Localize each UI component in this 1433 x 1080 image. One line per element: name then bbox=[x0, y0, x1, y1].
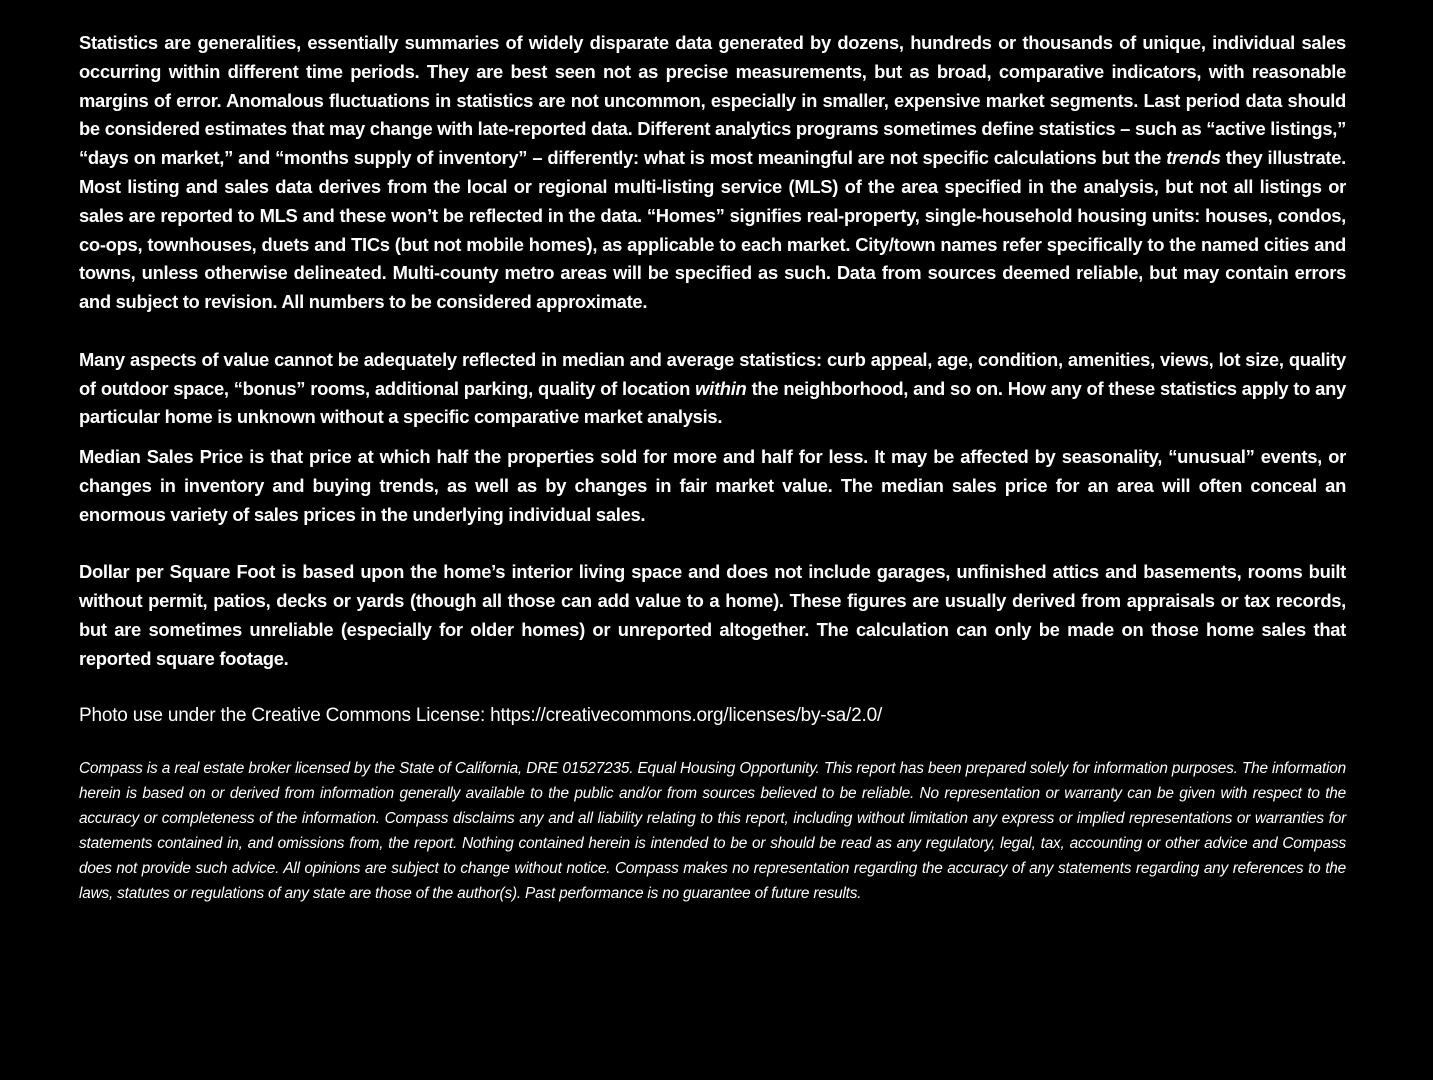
legal-disclaimer: Compass is a real estate broker licensed by the State of California, DRE 01527235. Equal Housing Opportunity. This report has been prepared solely for information purposes. The information herein is based on or derived from information generally available to the public and/or from sources believed to be reliable. No representation or warranty can be given with respect to the accuracy or completeness of the information. Compass disclaims any and all liability relating to this report, including without limitation any express or implied representations or warranties for statements contained in, and omissions from, the report. Nothing contained herein is intended to be or should be read as any regulatory, legal, tax, accounting or other advice and Compass does not provide such advice. All opinions are subject to change without notice. Compass makes no representation regarding the accuracy of any statements regarding any references to the laws, statutes or regulations of any state are those of the author(s). Past performance is no guarantee of future results. bbox=[79, 759, 1346, 902]
median-sales-price-paragraph: Median Sales Price is that price at which half the properties sold for more and half for less. It may be affected by seasonality, “unusual” events, or changes in inventory and buying trends, as well as by changes in fair market value. The median sales price for an area will often conceal an enormous variety of sales prices in the underlying individual sales. bbox=[79, 446, 1346, 525]
emphasis-trends: trends bbox=[1166, 147, 1221, 169]
text: the neighborhood, and so on. How any of these statistics apply to any particular home is unknown without a specific comparative market analysis. bbox=[79, 377, 1346, 428]
text: Statistics are generalities, essentially summaries of widely disparate data generated by dozens, hundreds or thousands of unique, individual sales occurring within different time periods. They are best seen not as precise measurements, but as broad, comparative indicators, with reasonable margins of error. Anomalous fluctuations in statistics are not uncommon, especially in smaller, expensive market segments. Last period data should be considered estimates that may change with late-reported data. Different analytics programs sometimes define statistics – such as “active listings,” “days on market,” and “months supply of inventory” – differently: what is most meaningful are not specific calculations but the bbox=[79, 32, 1346, 169]
dollar-per-square-foot-paragraph: Dollar per Square Foot is based upon the home’s interior living space and does not include garages, unfinished attics and basements, rooms built without permit, patios, decks or yards (though all those can add value to a home). These figures are usually derived from appraisals or tax records, but are sometimes unreliable (especially for older homes) or unreported altogether. The calculation can only be made on those home sales that reported square footage. bbox=[79, 561, 1346, 669]
text: they illustrate. Most listing and sales data derives from the local or regional multi-listing service (MLS) of the area specified in the analysis, but not all listings or sales are reported to MLS and these won’t be reflected in the data. “Homes” signifies real-property, single-household housing units: houses, condos, co-ops, townhouses, duets and TICs (but not mobile homes), as applicable to each market. City/town names refer specifically to the named cities and towns, unless otherwise delineated. Multi-county metro areas will be specified as such. Data from sources deemed reliable, but may contain errors and subject to revision. All numbers to be considered approximate. bbox=[79, 147, 1346, 313]
document-body bbox=[79, 29, 1346, 906]
value-aspects-paragraph bbox=[79, 346, 1346, 432]
photo-credit: Photo use under the Creative Commons License: https://creativecommons.org/licenses/by-sa/2.0/ bbox=[79, 704, 883, 726]
text: Many aspects of value cannot be adequately reflected in median and average statistics: curb appeal, age, condition, amenities, views, lot size, quality of outdoor space, “bonus” rooms, additional parking, quality of location bbox=[79, 348, 1346, 399]
statistics-paragraph bbox=[79, 29, 1346, 317]
emphasis-within: within bbox=[695, 377, 747, 399]
